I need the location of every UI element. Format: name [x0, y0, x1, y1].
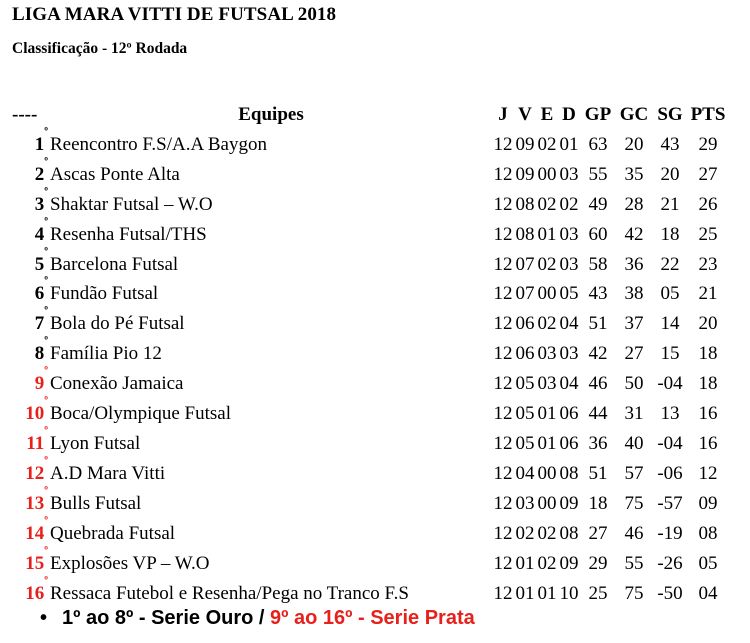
stat-pts: 16	[698, 403, 718, 425]
stat-v: 09	[515, 163, 535, 185]
stat-d: 04	[559, 313, 579, 335]
stat-v: 07	[515, 253, 535, 275]
stat-gp: 63	[588, 133, 608, 155]
stat-sg: 14	[660, 313, 680, 335]
position-number: 3	[34, 193, 45, 215]
stat-sg: 22	[660, 253, 680, 275]
standings-table	[10, 100, 728, 608]
stat-sg: -04	[657, 373, 683, 395]
stat-gc: 75	[624, 582, 644, 604]
stat-d: 10	[559, 582, 579, 604]
table-row	[10, 579, 728, 609]
table-row	[10, 519, 728, 549]
ordinal-suffix: º	[44, 335, 48, 348]
header-pos: ----	[12, 104, 38, 125]
stat-d: 03	[559, 253, 579, 275]
stat-d: 09	[559, 552, 579, 574]
stat-gp: 42	[588, 343, 608, 365]
stat-j: 12	[493, 522, 513, 544]
table-row	[10, 130, 728, 160]
stat-sg: 05	[660, 283, 680, 305]
stat-j: 12	[493, 223, 513, 245]
team-name: Barcelona Futsal	[50, 253, 179, 275]
stat-d: 08	[559, 462, 579, 484]
ordinal-suffix: º	[44, 514, 48, 527]
stat-v: 05	[515, 432, 535, 454]
stat-sg: -50	[657, 582, 683, 604]
table-row	[10, 549, 728, 579]
position-number: 13	[25, 492, 45, 514]
stat-d: 04	[559, 373, 579, 395]
ordinal-suffix: º	[44, 125, 48, 138]
position-cell	[10, 454, 48, 489]
standings-body	[10, 125, 728, 609]
stat-sg: -04	[657, 432, 683, 454]
position-number: 9	[34, 373, 45, 395]
team-name: Boca/Olympique Futsal	[50, 403, 232, 425]
stat-j: 12	[493, 253, 513, 275]
table-row	[10, 309, 728, 339]
stat-gp: 44	[588, 403, 608, 425]
stat-e: 01	[537, 403, 557, 425]
stat-v: 05	[515, 373, 535, 395]
stat-j: 12	[493, 462, 513, 484]
stat-d: 06	[559, 403, 579, 425]
stat-gc: 28	[624, 193, 644, 215]
position-cell	[10, 544, 48, 579]
team-name: Bulls Futsal	[50, 492, 142, 514]
stat-gc: 50	[624, 373, 644, 395]
stat-j: 12	[493, 552, 513, 574]
stat-e: 03	[537, 343, 557, 365]
stat-gc: 36	[624, 253, 644, 275]
position-number: 10	[25, 403, 45, 425]
position-number: 8	[34, 343, 45, 365]
stat-gc: 35	[624, 163, 644, 185]
stat-pts: 12	[698, 462, 718, 484]
stat-gp: 25	[588, 582, 608, 604]
ordinal-suffix: º	[44, 544, 48, 557]
stat-j: 12	[493, 403, 513, 425]
stat-gc: 42	[624, 223, 644, 245]
ordinal-suffix: º	[44, 365, 48, 378]
header-gp: GP	[584, 104, 612, 125]
stat-j: 12	[493, 313, 513, 335]
stat-v: 09	[515, 133, 535, 155]
legend-prata: 9º ao 16º - Serie Prata	[270, 607, 475, 629]
team-name: Reencontro F.S/A.A Baygon	[50, 133, 267, 155]
stat-j: 12	[493, 373, 513, 395]
bullet-icon: •	[40, 607, 48, 629]
stat-v: 04	[515, 462, 535, 484]
header-gc: GC	[619, 104, 649, 125]
table-header-row	[10, 100, 728, 130]
stat-j: 12	[493, 163, 513, 185]
position-number: 1	[34, 133, 45, 155]
team-name: Família Pio 12	[50, 343, 162, 365]
stat-gc: 20	[624, 133, 644, 155]
stat-e: 02	[537, 253, 557, 275]
team-name: Ressaca Futebol e Resenha/Pega no Tranco F.S	[50, 582, 409, 604]
stat-j: 12	[493, 283, 513, 305]
ordinal-suffix: º	[44, 275, 48, 288]
ordinal-suffix: º	[44, 185, 48, 198]
ordinal-suffix: º	[44, 395, 48, 408]
position-number: 15	[25, 552, 45, 574]
position-cell	[10, 514, 48, 549]
team-name: Explosões VP – W.O	[50, 552, 210, 574]
position-number: 16	[25, 582, 45, 604]
stat-e: 00	[537, 492, 557, 514]
legend-footer	[40, 607, 475, 630]
position-cell	[10, 215, 48, 250]
stat-v: 06	[515, 313, 535, 335]
stat-j: 12	[493, 432, 513, 454]
ordinal-suffix: º	[44, 484, 48, 497]
stat-gc: 38	[624, 283, 644, 305]
stat-gp: 51	[588, 313, 608, 335]
stat-v: 08	[515, 193, 535, 215]
stat-d: 02	[559, 193, 579, 215]
stat-e: 02	[537, 133, 557, 155]
stat-e: 02	[537, 552, 557, 574]
position-cell	[10, 185, 48, 220]
ordinal-suffix: º	[44, 454, 48, 467]
stat-pts: 26	[698, 193, 718, 215]
stat-e: 01	[537, 223, 557, 245]
stat-d: 03	[559, 223, 579, 245]
position-number: 7	[34, 313, 45, 335]
table-row	[10, 190, 728, 220]
stat-gp: 49	[588, 193, 608, 215]
stat-pts: 09	[698, 492, 718, 514]
stat-e: 00	[537, 462, 557, 484]
header-pts: PTS	[690, 104, 726, 125]
stat-pts: 04	[698, 582, 718, 604]
stat-e: 00	[537, 283, 557, 305]
stat-v: 06	[515, 343, 535, 365]
team-name: Resenha Futsal/THS	[50, 223, 207, 245]
position-cell	[10, 245, 48, 280]
position-number: 6	[34, 283, 45, 305]
team-name: Bola do Pé Futsal	[50, 313, 185, 335]
page-subtitle: Classificação - 12º Rodada	[12, 40, 188, 57]
team-name: Quebrada Futsal	[50, 522, 176, 544]
stat-pts: 08	[698, 522, 718, 544]
stat-sg: 43	[660, 133, 680, 155]
stat-e: 03	[537, 373, 557, 395]
table-row	[10, 220, 728, 250]
legend-ouro: 1º ao 8º - Serie Ouro	[62, 607, 254, 629]
position-number: 11	[26, 432, 45, 454]
stat-v: 07	[515, 283, 535, 305]
stat-j: 12	[493, 582, 513, 604]
stat-sg: 15	[660, 343, 680, 365]
stat-e: 01	[537, 432, 557, 454]
team-name: A.D Mara Vitti	[50, 462, 166, 484]
position-number: 5	[34, 253, 45, 275]
ordinal-suffix: º	[44, 305, 48, 318]
team-name: Ascas Ponte Alta	[50, 163, 180, 185]
stat-v: 03	[515, 492, 535, 514]
position-cell	[10, 305, 48, 339]
stat-pts: 20	[698, 313, 718, 335]
stat-gp: 60	[588, 223, 608, 245]
stat-e: 02	[537, 522, 557, 544]
stat-gp: 36	[588, 432, 608, 454]
position-cell	[10, 275, 48, 309]
stat-pts: 23	[698, 253, 718, 275]
position-number: 12	[25, 462, 45, 484]
stat-sg: -19	[657, 522, 683, 544]
stat-e: 02	[537, 313, 557, 335]
stat-sg: -26	[657, 552, 683, 574]
stat-gp: 27	[588, 522, 608, 544]
header-d: D	[562, 104, 576, 125]
team-name: Shaktar Futsal – W.O	[50, 193, 213, 215]
stat-j: 12	[493, 343, 513, 365]
legend-separator: /	[253, 607, 271, 629]
stat-d: 06	[559, 432, 579, 454]
stat-pts: 16	[698, 432, 718, 454]
stat-sg: 13	[660, 403, 680, 425]
table-row	[10, 369, 728, 399]
stat-pts: 25	[698, 223, 718, 245]
stat-gc: 57	[624, 462, 644, 484]
team-name: Fundão Futsal	[50, 283, 159, 305]
header-team: Equipes	[238, 104, 304, 125]
position-cell	[10, 484, 48, 519]
stat-d: 08	[559, 522, 579, 544]
position-cell	[10, 335, 48, 369]
stat-pts: 05	[698, 552, 718, 574]
stat-gc: 31	[624, 403, 644, 425]
table-row	[10, 429, 728, 459]
ordinal-suffix: º	[44, 574, 48, 587]
stat-sg: -57	[657, 492, 683, 514]
stat-j: 12	[493, 193, 513, 215]
header-sg: SG	[657, 104, 683, 125]
stat-gc: 37	[624, 313, 644, 335]
position-cell	[10, 424, 48, 459]
stat-d: 03	[559, 343, 579, 365]
stat-e: 02	[537, 193, 557, 215]
stat-v: 05	[515, 403, 535, 425]
position-cell	[10, 125, 48, 160]
stat-d: 01	[559, 133, 579, 155]
stat-gc: 40	[624, 432, 644, 454]
stat-v: 01	[515, 582, 535, 604]
position-number: 4	[34, 223, 45, 245]
position-cell	[10, 395, 48, 429]
stat-sg: -06	[657, 462, 683, 484]
ordinal-suffix: º	[44, 155, 48, 168]
table-row	[10, 489, 728, 519]
stat-pts: 18	[698, 343, 718, 365]
position-number: 14	[25, 522, 45, 544]
stat-gp: 29	[588, 552, 608, 574]
position-cell	[10, 574, 48, 609]
stat-v: 08	[515, 223, 535, 245]
stat-gc: 46	[624, 522, 644, 544]
stat-gp: 55	[588, 163, 608, 185]
stat-d: 05	[559, 283, 579, 305]
stat-j: 12	[493, 492, 513, 514]
ordinal-suffix: º	[44, 245, 48, 258]
stat-pts: 29	[698, 133, 718, 155]
stat-e: 01	[537, 582, 557, 604]
stat-v: 01	[515, 552, 535, 574]
stat-sg: 20	[660, 163, 680, 185]
page-title: LIGA MARA VITTI DE FUTSAL 2018	[12, 4, 337, 25]
stat-gp: 43	[588, 283, 608, 305]
position-cell	[10, 365, 48, 399]
stat-d: 03	[559, 163, 579, 185]
ordinal-suffix: º	[44, 424, 48, 437]
team-name: Lyon Futsal	[50, 432, 141, 454]
header-e: E	[540, 104, 554, 125]
table-row	[10, 279, 728, 309]
stat-sg: 21	[660, 193, 680, 215]
stat-gp: 58	[588, 253, 608, 275]
header-v: V	[518, 104, 532, 125]
stat-e: 00	[537, 163, 557, 185]
stat-gc: 75	[624, 492, 644, 514]
stat-j: 12	[493, 133, 513, 155]
position-cell	[10, 155, 48, 190]
stat-pts: 27	[698, 163, 718, 185]
table-row	[10, 459, 728, 489]
ordinal-suffix: º	[44, 215, 48, 228]
stat-gp: 51	[588, 462, 608, 484]
table-row	[10, 339, 728, 369]
stat-gp: 18	[588, 492, 608, 514]
table-row	[10, 160, 728, 190]
stat-d: 09	[559, 492, 579, 514]
table-row	[10, 399, 728, 429]
table-row	[10, 250, 728, 280]
position-number: 2	[34, 163, 45, 185]
stat-gc: 27	[624, 343, 644, 365]
stat-pts: 18	[698, 373, 718, 395]
stat-gp: 46	[588, 373, 608, 395]
team-name: Conexão Jamaica	[50, 373, 184, 395]
stat-gc: 55	[624, 552, 644, 574]
stat-v: 02	[515, 522, 535, 544]
header-j: J	[498, 104, 508, 125]
stat-sg: 18	[660, 223, 680, 245]
stat-pts: 21	[698, 283, 718, 305]
